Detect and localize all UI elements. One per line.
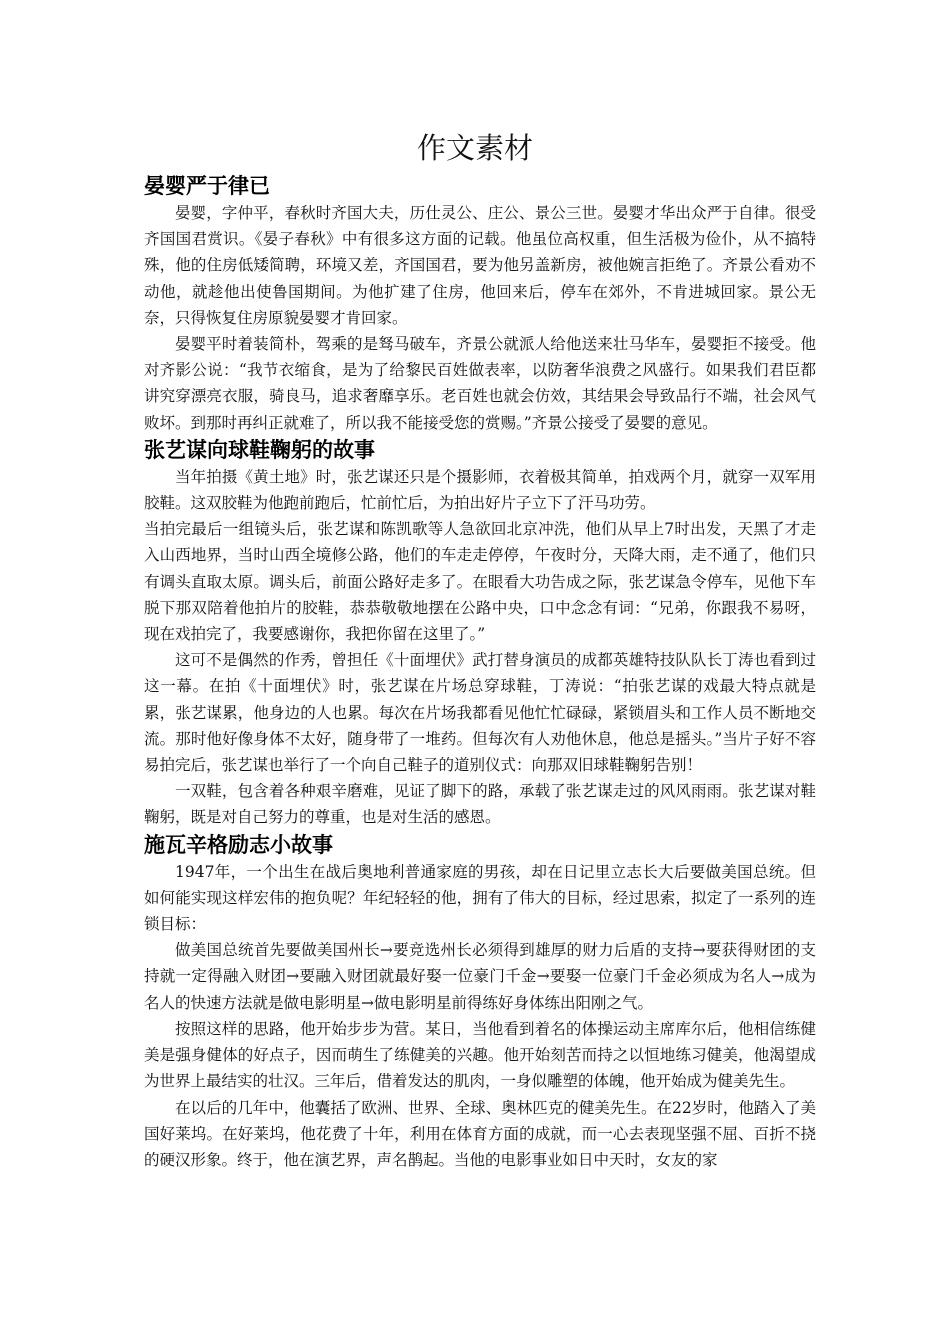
- section-heading: 晏婴严于律已: [144, 174, 270, 198]
- paragraph: 一双鞋，包含着各种艰辛磨难，见证了脚下的路，承载了张艺谋走过的风风雨雨。张艺谋对鞋鞠躬，既是对自己努力的尊重，也是对生活的感恩。: [144, 782, 816, 827]
- paragraph: 晏婴，字仲平，春秋时齐国大夫，历仕灵公、庄公、景公三世。晏婴才华出众严于自律。很受齐国国君赏识。《晏子春秋》中有很多这方面的记载。他虽位高权重，但生活极为俭仆，从不搞特殊，他的住房低矮简聘，环境又差，齐国国君，要为他另盖新房，被他婉言拒绝了。齐景公看劝不动他，就趁他出使鲁国期间。为他扩建了住房，他回来后，停车在郊外，不肯进城回家。景公无奈，只得恢复住房原貌晏婴才肯回家。: [144, 204, 816, 327]
- section-heading: 张艺谋向球鞋鞠躬的故事: [144, 437, 375, 462]
- page-title: 作文素材: [416, 131, 533, 165]
- paragraph: 当拍完最后一组镜头后，张艺谋和陈凯歌等人急欲回北京冲洗，他们从早上7时出发，天黑了才走入山西地界，当时山西全境修公路，他们的车走走停停，午夜时分，天降大雨，走不通了，他们只有调头直取太原。调头后，前面公路好走多了。在眼看大功告成之际，张艺谋急令停车，见他下车脱下那双陪着他拍片的胶鞋，恭恭敬敬地摆在公路中央，口中念念有词：“兄弟，你跟我不易呀，现在戏拍完了，我要感谢你，我把你留在这里了。”: [144, 520, 816, 644]
- section-yanying: [144, 172, 816, 436]
- document-body: [144, 172, 816, 1173]
- section-schwarzenegger: [144, 831, 816, 1173]
- paragraph: 1947年，一个出生在战后奥地利普通家庭的男孩，却在日记里立志长大后要做美国总统。但如何能实现这样宏伟的抱负呢？年纪轻轻的他，拥有了伟大的目标，经过思索，拟定了一系列的连锁目标：: [144, 862, 816, 934]
- paragraph: 晏婴平时着装简朴，驾乘的是驽马破车，齐景公就派人给他送来壮马华车，晏婴拒不接受。他对齐影公说：“我节衣缩食，是为了给黎民百姓做表率，以防奢华浪费之风盛行。如果我们君臣都讲究穿漂亮衣服，骑良马，追求奢靡享乐。老百姓也就会仿效，其结果会导致品行不端，社会风气败坏。到那时再纠正就难了，所以我不能接受您的赏赐。”齐景公接受了晏婴的意见。: [144, 335, 816, 432]
- paragraph: 在以后的几年中，他囊括了欧洲、世界、全球、奥林匹克的健美先生。在22岁时，他踏入了美国好莱坞。在好莱坞，他花费了十年，利用在体育方面的成就，而一心去表现坚强不屈、百折不挠的硬汉形象。终于，他在演艺界，声名鹊起。当他的电影事业如日中天时，女友的家: [144, 1098, 816, 1169]
- section-heading: 施瓦辛格励志小故事: [144, 832, 333, 857]
- paragraph: 这可不是偶然的作秀，曾担任《十面埋伏》武打替身演员的成都英雄特技队队长丁涛也看到过这一幕。在拍《十面埋伏》时，张艺谋在片场总穿球鞋，丁涛说：“拍张艺谋的戏最大特点就是累，张艺谋累，他身边的人也累。每次在片场我都看见他忙忙碌碌，紧锁眉头和工作人员不断地交流。那时他好像身体不太好，随身带了一堆药。但每次有人劝他休息，他总是摇头。”当片子好不容易拍完后，张艺谋也举行了一个向自己鞋子的道别仪式：向那双旧球鞋鞠躬告别！: [144, 651, 816, 775]
- section-zhangyimou: [144, 436, 816, 831]
- paragraph: 做美国总统首先要做美国州长→要竞选州长必须得到雄厚的财力后盾的支持→要获得财团的支持就一定得融入财团→要融入财团就最好娶一位豪门千金→要娶一位豪门千金必须成为名人→成为名人的快速方法就是做电影明星→做电影明星前得练好身体练出阳刚之气。: [144, 941, 816, 1012]
- paragraph: 按照这样的思路，他开始步步为营。某日，当他看到着名的体操运动主席库尔后，他相信练健美是强身健体的好点子，因而萌生了练健美的兴趣。他开始刻苦而持之以恒地练习健美，他渴望成为世界上最结实的壮汉。三年后，借着发达的肌肉，一身似雕塑的体魄，他开始成为健美先生。: [144, 1019, 816, 1091]
- paragraph: 当年拍摄《黄土地》时，张艺谋还只是个摄影师，衣着极其简单，拍戏两个月，就穿一双军用胶鞋。这双胶鞋为他跑前跑后，忙前忙后，为拍出好片子立下了汗马功劳。: [144, 467, 816, 513]
